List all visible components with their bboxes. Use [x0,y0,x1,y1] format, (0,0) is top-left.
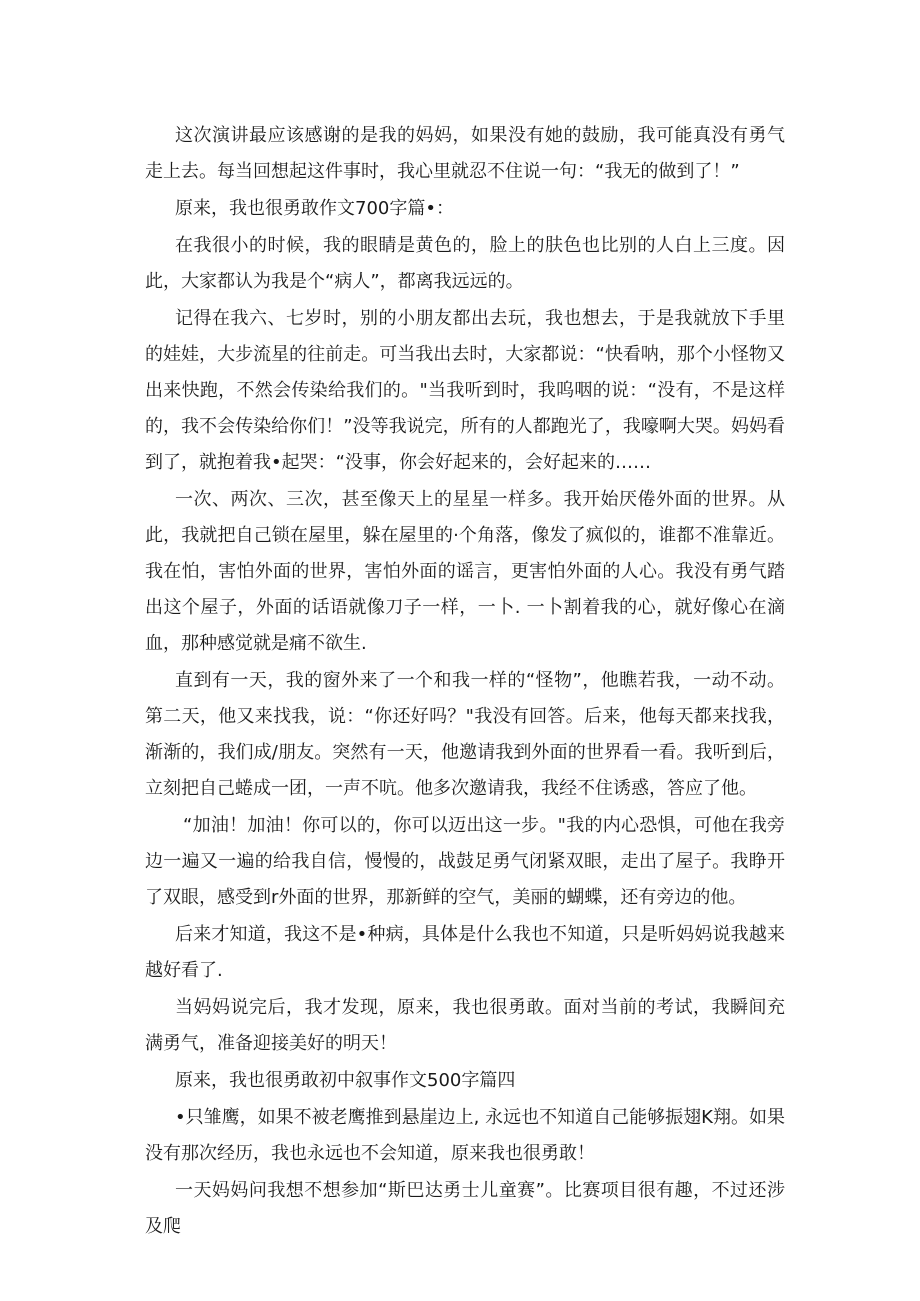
paragraph-8: 当妈妈说完后，我才发现，原来，我也很勇敢。面对当前的考试，我瞬间充满勇气，准备迎接美好的明天！ [145,997,785,1054]
paragraph-6: “加油！加油！你可以的，你可以迈出这一步。"我的内心恐惧，可他在我旁边一遍又一遍的给我自信，慢慢的，战鼓足勇气闭紧双眼，走出了屋子。我睁开了双眼，感受到r外面的世界，那新鲜的空气，美丽的蝴蝶，还有旁边的他。 [145,815,785,908]
paragraph-3: 记得在我六、七岁时，别的小朋友都出去玩，我也想去，于是我就放下手里的娃娃，大步流星的往前走。可当我出去时，大家都说：“快看呐，那个小怪物又出来快跑，不然会传染给我们的。"当我听到时，我呜咽的说：“没有，不是这样的，我不会传染给你们！”没等我说完，所有的人都跑光了，我嚎啊大哭。妈妈看到了，就抱着我•起哭：“没事，你会好起来的，会好起来的…… [145,308,785,473]
paragraph-9: •只雏鹰，如果不被老鹰推到悬崖边上, 永远也不知道自己能够振翅K翔。如果没有那次经历，我也永远也不会知道，原来我也很勇敢！ [145,1107,785,1164]
section-heading-700: 原来，我也很勇敢作文700字篇•： [175,198,454,219]
paragraph-7: 后来才知道，我这不是•种病，具体是什么我也不知道，只是听妈妈说我越来越好看了. [145,924,785,981]
document-body [145,118,785,1246]
section-heading-500: 原来，我也很勇敢初中叙事作文500字篇四 [175,1070,516,1091]
paragraph-5: 直到有一天，我的窗外来了一个和我一样的“怪物”，他瞧若我，一动不动。第二天，他又来找我，说：“你还好吗？"我没有回答。后来，他每天都来找我，渐渐的，我们成/朋友。突然有一天，他邀请我到外面的世界看一看。我听到后，立刻把自己蜷成一团，一声不吭。他多次邀请我，我经不住诱惑，答应了他。 [145,670,785,799]
paragraph-10: 一天妈妈问我想不想参加“斯巴达勇士儿童赛”。比赛项目很有趣，不过还涉及爬 [145,1180,785,1237]
paragraph-1: 这次演讲最应该感谢的是我的妈妈，如果没有她的鼓励，我可能真没有勇气走上去。每当回想起这件事时，我心里就忍不住说一句：“我无的做到了！” [145,125,785,182]
paragraph-2: 在我很小的时候，我的眼睛是黄色的，脸上的肤色也比别的人白上三度。因此，大家都认为我是个“病人”，都离我远远的。 [145,235,785,292]
paragraph-4: 一次、两次、三次，甚至像天上的星星一样多。我开始厌倦外面的世界。从此，我就把自己锁在屋里，躲在屋里的·个角落，像发了疯似的，谁都不准靠近。我在怕，害怕外面的世界，害怕外面的谣言，更害怕外面的人心。我没有勇气踏出这个屋子，外面的话语就像刀子一样，一卜. 一卜割着我的心，就好像心在滴血，那种感觉就是痛不欲生. [145,489,785,654]
